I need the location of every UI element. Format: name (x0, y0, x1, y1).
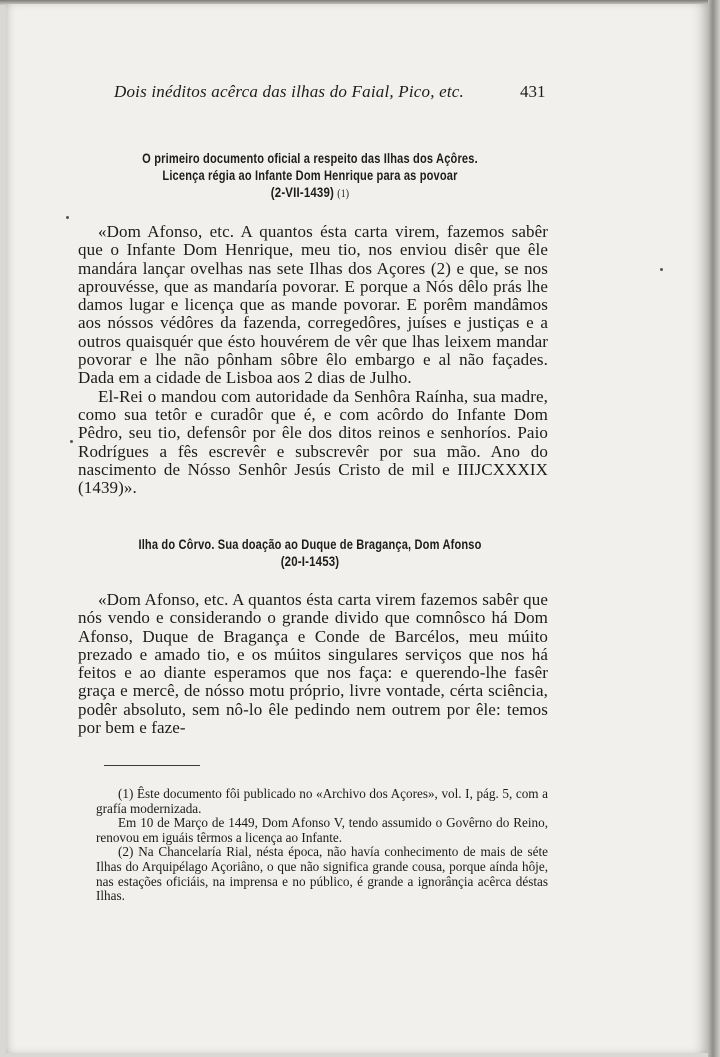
footnote-separator (104, 765, 200, 766)
section1-heading-line1: O primeiro documento oficial a respeito das Ilhas dos Açôres. (142, 151, 478, 166)
section1-paragraph1: «Dom Afonso, etc. A quantos ésta carta virem, fazemos sabêr que o Infante Dom Henrique, meu tio, nos enviou disêr que êle mandára lançar ovelhas nas sete Ilhas dos Açores (2) e que, se nos aprouvésse, que as mandaría povorar. E porque a Nós dêlo prás lhe damos lugar e licença que as mande povorar. E porêm mandâmos aos nóssos védôres da fazenda, corregedôres, juíses e justiças e a outros quaisquér que ésto houvérem de vêr que lhas leixem mandar povorar e lhe não pônham sôbre êlo embargo e al não façades. Dada em a cidade de Lisboa aos 2 dias de Julho. (78, 222, 548, 388)
section1-body (78, 223, 548, 497)
section1-heading-line2: Licença régia ao Infante Dom Henrique para as povoar (162, 168, 458, 183)
footnotes (96, 787, 548, 904)
section2-heading-line1: Ilha do Côrvo. Sua doação ao Duque de Bragança, Dom Afonso (138, 537, 482, 552)
margin-speck (70, 440, 73, 443)
section2-body (78, 591, 548, 737)
margin-speck (66, 216, 69, 219)
footnote-1-continued: Em 10 de Março de 1449, Dom Afonso V, tendo assumido o Govêrno do Reino, renovou em iguáis têrmos a licença ao Infante. (96, 815, 548, 845)
footnote-1: (1) Êste documento fôi publicado no «Archivo dos Açores», vol. I, pág. 5, com a grafía modernizada. (96, 786, 548, 816)
page-number: 431 (520, 82, 546, 101)
page-spine-edge (708, 0, 720, 1057)
section1-paragraph2: El-Rei o mandou com autoridade da Senhôra Raínha, sua madre, como sua tetôr e curadôr que é, e com acôrdo do Infante Dom Pêdro, seu tio, defensôr por êle dos ditos reinos e senhoríos. Paio Rodrígues a fês escrevêr e subscrevêr por sua mão. Ano do nascimento de Nósso Senhôr Jesús Cristo de mil e IIIJCXXXIX (1439)». (78, 386, 548, 498)
section1-heading-date-line (113, 184, 507, 202)
section2-heading (113, 536, 507, 570)
section1-heading-date: (2-VII-1439) (270, 184, 335, 200)
section1-heading (113, 150, 507, 202)
section2-heading-date: (20-I-1453) (280, 553, 340, 569)
footnote-2: (2) Na Chancelaría Rial, nésta época, não havía conhecimento de mais de séte Ilhas do Arquipélago Açoriâno, o que não significa grande cousa, porque aínda hôje, nas estações oficiáis, na imprensa e no público, é grande a ignorânçia acêrca déstas Ilhas. (96, 844, 548, 904)
margin-speck (660, 268, 663, 271)
section1-footnote-ref: (1) (337, 186, 350, 200)
section2-paragraph1: «Dom Afonso, etc. A quantos ésta carta virem fazemos sabêr que nós vendo e considerando o grande divido que comnôsco há Dom Afonso, Duque de Bragança e Conde de Barcélos, meu múito prezado e amado tio, e os múitos singulares serviços que nos há feitos e ao diante esperamos que nos faça: e querendo-lhe fasêr graça e mercê, de nósso motu próprio, livre vontade, cérta sciência, podêr absoluto, sem nô-lo êle pedindo nem outrem por êle: temos por bem e faze- (78, 590, 548, 738)
running-head-title: Dois inéditos acêrca das ilhas do Faial, Pico, etc. (114, 82, 464, 101)
